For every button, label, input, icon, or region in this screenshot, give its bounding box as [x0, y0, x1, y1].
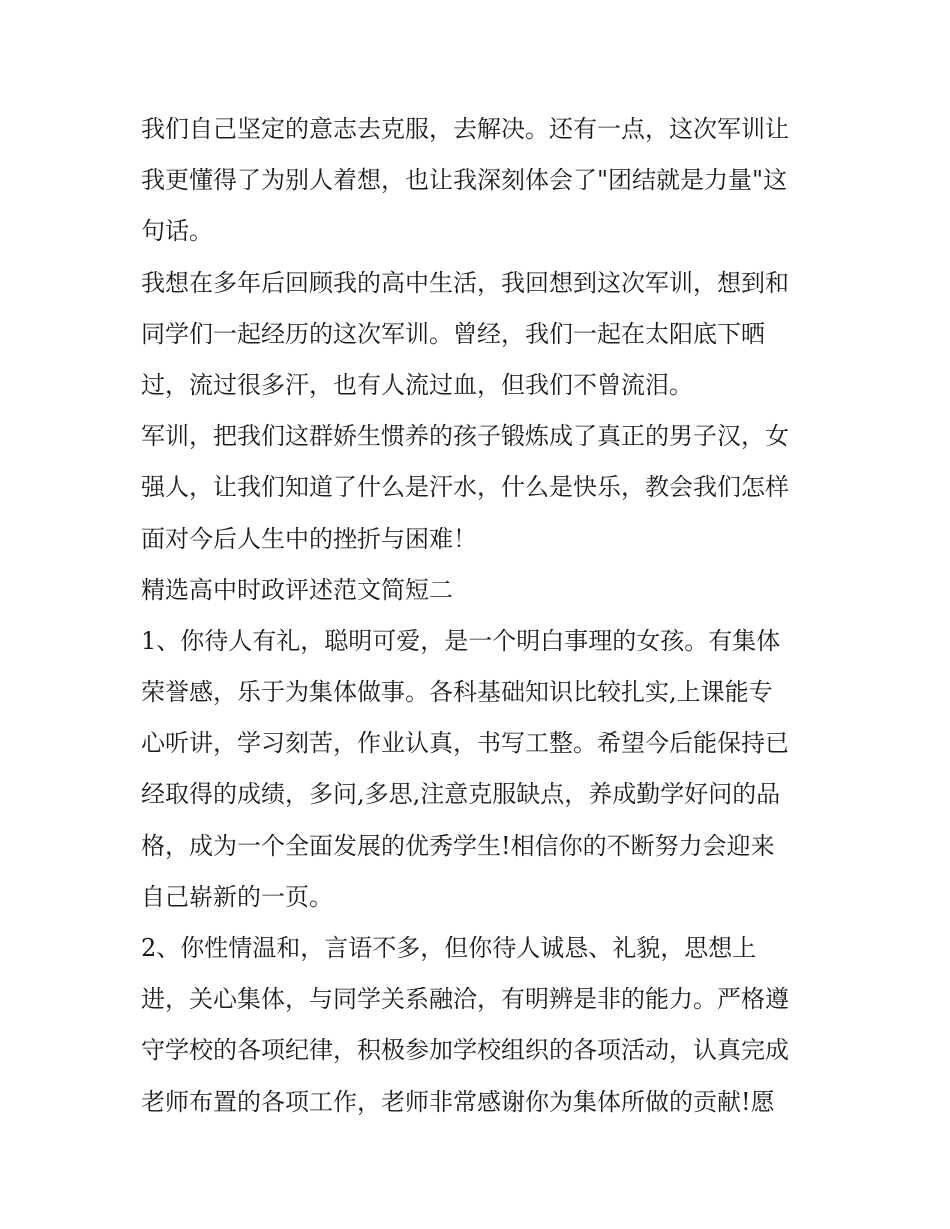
text-line: 格，成为一个全面发展的优秀学生!相信你的不断努力会迎来 [141, 831, 775, 860]
document-body [141, 104, 821, 1128]
text-line: 过，流过很多汗，也有人流过血，但我们不曾流泪。 [141, 370, 693, 399]
text-line: 同学们一起经历的这次军训。曾经，我们一起在太阳底下晒 [141, 319, 765, 348]
text-line: 军训，把我们这群娇生惯养的孩子锻炼成了真正的男子汉，女 [141, 422, 789, 451]
text-line: 我们自己坚定的意志去克服，去解决。还有一点，这次军训让 [141, 115, 789, 143]
text-line: 我想在多年后回顾我的高中生活，我回想到这次军训，想到和 [141, 268, 789, 297]
text-line: 老师布置的各项工作，老师非常感谢你为集体所做的贡献!愿 [141, 1087, 775, 1116]
section-heading: 精选高中时政评述范文简短二 [141, 575, 453, 604]
text-line: 2、你性情温和，言语不多，但你待人诚恳、礼貌，思想上 [141, 934, 757, 962]
text-line: 句话。 [141, 217, 213, 246]
text-line: 我更懂得了为别人着想，也让我深刻体会了"团结就是力量"这 [141, 166, 788, 195]
text-line: 面对今后人生中的挫折与困难！ [141, 524, 477, 553]
text-line: 经取得的成绩，多问,多思,注意克服缺点，养成勤学好问的品 [141, 780, 781, 809]
text-line: 守学校的各项纪律，积极参加学校组织的各项活动，认真完成 [141, 1036, 789, 1065]
text-line: 荣誉感，乐于为集体做事。各科基础知识比较扎实,上课能专 [141, 678, 773, 707]
text-line: 强人，让我们知道了什么是汗水，什么是快乐，教会我们怎样 [141, 473, 789, 502]
text-line: 心听讲，学习刻苦，作业认真，书写工整。希望今后能保持已 [141, 729, 789, 758]
text-line: 进，关心集体，与同学关系融洽，有明辨是非的能力。严格遵 [141, 985, 789, 1014]
text-line: 1、你待人有礼，聪明可爱，是一个明白事理的女孩。有集体 [141, 626, 781, 655]
text-line: 自己崭新的一页。 [141, 882, 333, 911]
